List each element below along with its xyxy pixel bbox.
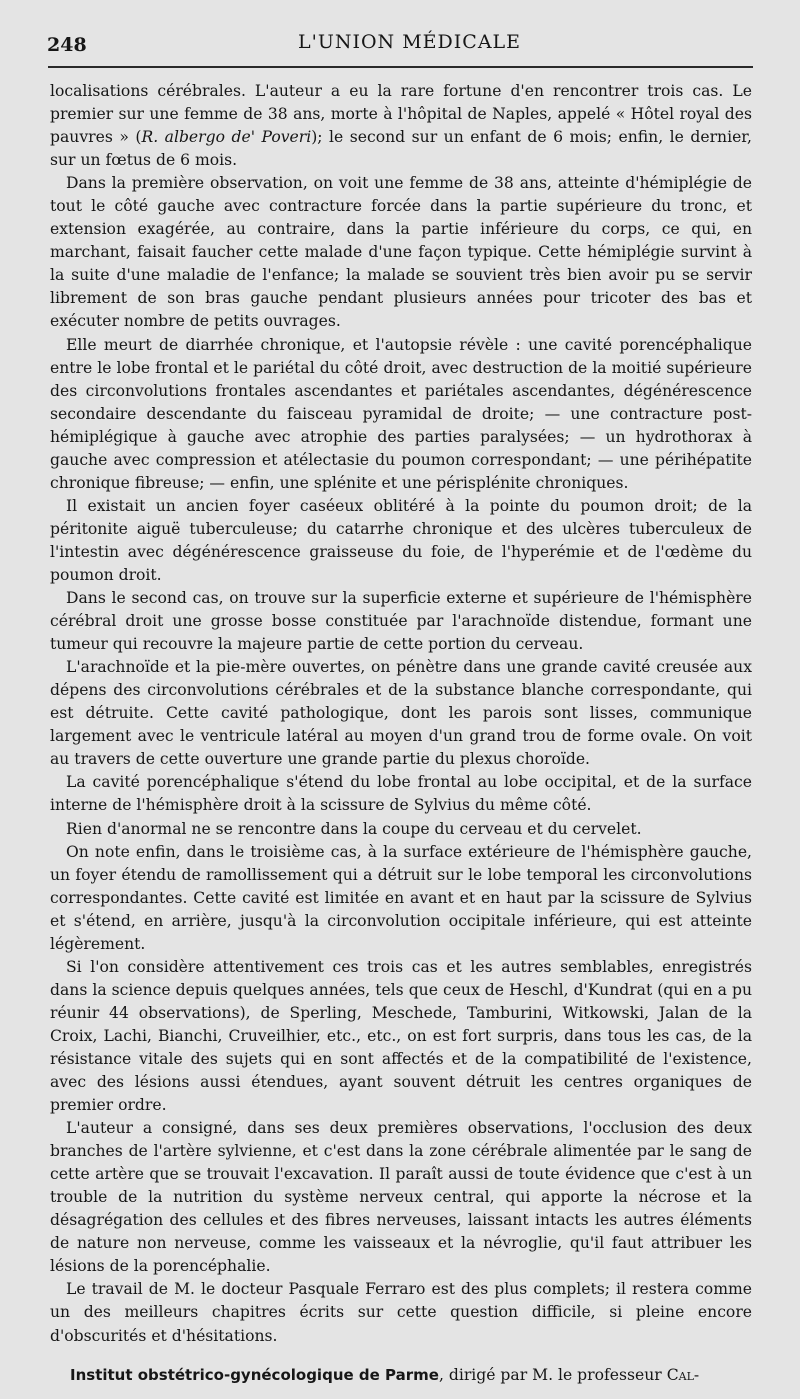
paragraph-3: Elle meurt de diarrhée chronique, et l'autopsie révèle : une cavité porencéphalique entre le lobe frontal et le pariétal du côté droit, avec destruction de la moitié supérieure des circonvolutions frontales ascendantes et pariétales ascendantes, dégénérescence secondaire descendante du faisceau pyramidal de droite; — une contracture post-hémiplégique à gauche avec atrophie des parties paralysées; — un hydrothorax à gauche avec compression et atélectasie du poumon correspondant; — une périhépatite chronique fibreuse; — enfin, une splénite et une périsplénite chroniques. (50, 335, 752, 492)
section-name-fragment: Cal- (666, 1365, 700, 1384)
paragraph-1-text-b: ); le second sur un enfant de 6 mois; enfin, le dernier, sur un fœtus de 6 mois. (50, 128, 752, 170)
paragraph-4: Il existait un ancien foyer caséeux oblitéré à la pointe du poumon droit; de la péritonite aiguë tuberculeuse; du catarrhe chronique et des ulcères tuberculeux de l'intestin avec dégénérescence graisseuse du foie, de l'hyperémie et de l'œdème du poumon droit. (50, 496, 752, 584)
paragraph-2: Dans la première observation, on voit une femme de 38 ans, atteinte d'hémiplégie de tout le côté gauche avec contracture forcée dans la partie supérieure du tronc, et extension exagérée, au contraire, dans la partie inférieure du corps, ce qui, en marchant, faisait faucher cette malade d'une façon typique. Cette hémiplégie survint à la suite d'une maladie de l'enfance; la malade se souvient très bien avoir pu se servir librement de son bras gauche pendant plusieurs années pour tricoter des bas et exécuter nombre de petits ouvrages. (50, 174, 752, 331)
section-continuation: , dirigé par M. le professeur (438, 1365, 667, 1384)
page-number: 248 (47, 34, 87, 56)
section-institut-parme (50, 1364, 752, 1387)
paragraph-11: L'auteur a consigné, dans ses deux premières observations, l'occlusion des deux branches de l'artère sylvienne, et c'est dans la zone cérébrale alimentée par le sang de cette artère que se trouvait l'excavation. Il paraît aussi de toute évidence que c'est à un trouble de la nutrition du système nerveux central, qui apporte la nécrose et la désagrégation des cellules et des fibres nerveuses, laissant intacts les autres éléments de nature non nerveuse, comme les vaisseaux et la névroglie, qu'il faut attribuer les lésions de la porencéphalie. (50, 1119, 752, 1276)
paragraph-12: Le travail de M. le docteur Pasquale Ferraro est des plus complets; il restera comme un des meilleurs chapitres écrits sur cette question difficile, si pleine encore d'obscurités et d'hésitations. (50, 1280, 752, 1345)
running-title: L'UNION MÉDICALE (298, 31, 522, 53)
paragraph-10: Si l'on considère attentivement ces trois cas et les autres semblables, enregistrés dans la science depuis quelques années, tels que ceux de Heschl, d'Kundrat (qui en a pu réunir 44 observations), de Sperling, Meschede, Tamburini, Witkowski, Jalan de la Croix, Lachi, Bianchi, Cruveilhier, etc., etc., on est fort surpris, dans tous les cas, de la résistance vitale des sujets qui en sont affectés et de la compatibilité de l'existence, avec des lésions aussi étendues, ayant souvent détruit les centres organiques de premier ordre. (50, 957, 752, 1115)
paragraph-1 (50, 80, 752, 172)
paragraph-5: Dans le second cas, on trouve sur la superficie externe et supérieure de l'hémisphère cérébral droit une grosse bosse constituée par l'arachnoïde distendue, formant une tumeur qui recouvre la majeure partie de cette portion du cerveau. (50, 589, 752, 654)
paragraph-1-italic: R. albergo de' Poveri (141, 128, 312, 147)
paragraph-7: La cavité porencéphalique s'étend du lobe frontal au lobe occipital, et de la surface interne de l'hémisphère droit à la scissure de Sylvius du même côté. (50, 773, 752, 815)
paragraph-1-text-a: localisations cérébrales. L'auteur a eu la rare fortune d'en rencontrer trois cas. Le premier sur une femme de 38 ans, morte à l'hôpital de Naples, appelé « Hôtel royal des pauvres » ( (50, 82, 752, 147)
section-heading-institution: Institut obstétrico-gynécologique de Parme (70, 1365, 439, 1384)
article-body (50, 80, 752, 1387)
header-rule (48, 66, 753, 68)
paragraph-6: L'arachnoïde et la pie-mère ouvertes, on pénètre dans une grande cavité creusée aux dépens des circonvolutions cérébrales et de la substance blanche correspondante, qui est détruite. Cette cavité pathologique, dont les parois sont lisses, communique largement avec le ventricule latéral au moyen d'un grand trou de forme ovale. On voit au travers de cette ouverture une grande partie du plexus choroïde. (50, 658, 752, 769)
paragraph-8: Rien d'anormal ne se rencontre dans la coupe du cerveau et du cervelet. (66, 819, 642, 838)
paragraph-9: On note enfin, dans le troisième cas, à la surface extérieure de l'hémisphère gauche, un foyer étendu de ramollissement qui a détruit sur le lobe temporal les circonvolutions correspondantes. Cette cavité est limitée en avant et en haut par la scissure de Sylvius et s'étend, en arrière, jusqu'à la circonvolution occipitale inférieure, qui est atteinte légèrement. (50, 842, 752, 953)
